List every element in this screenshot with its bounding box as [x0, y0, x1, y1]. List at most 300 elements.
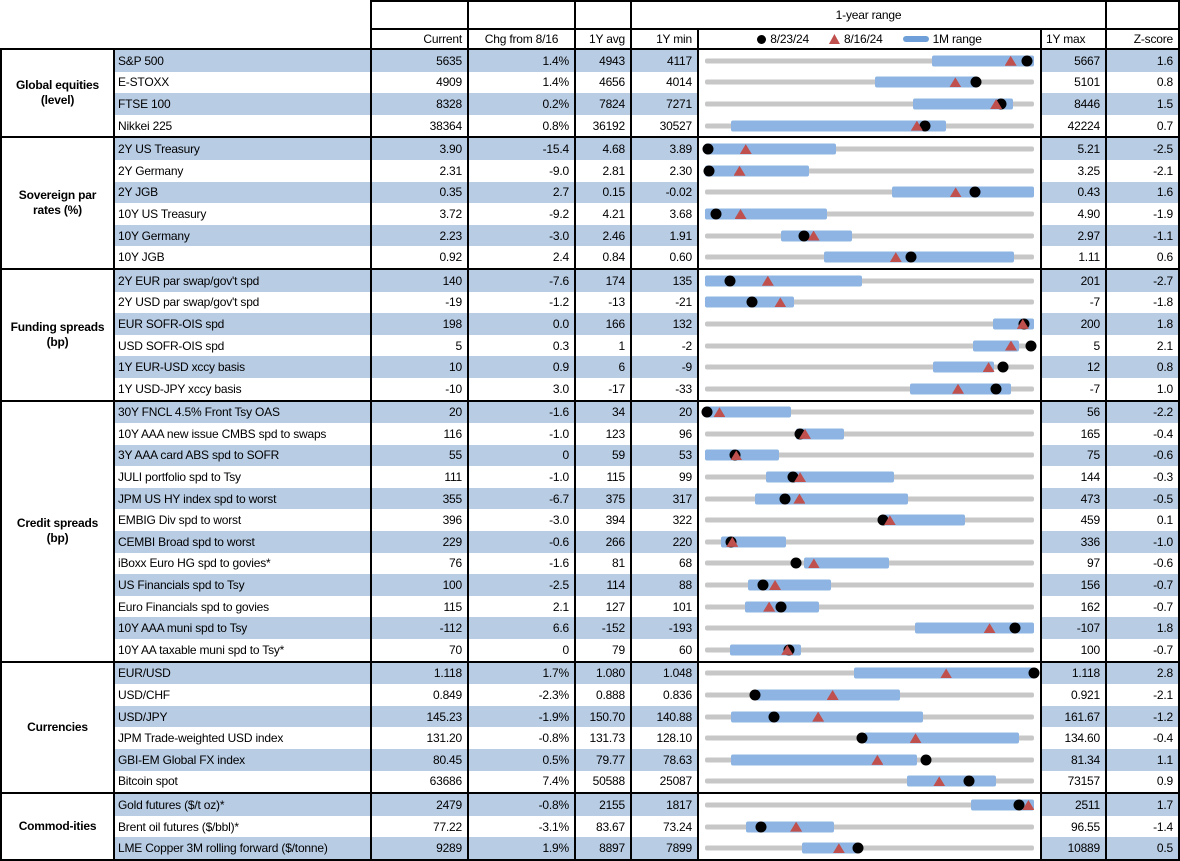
z-score-value: -1.8	[1105, 292, 1178, 314]
legend-range-bar-icon	[903, 36, 929, 42]
1y-min-value: 128.10	[630, 727, 697, 749]
range-chart	[697, 50, 1040, 72]
current-dot-marker	[799, 230, 810, 241]
1y-max-value: 5101	[1040, 72, 1105, 94]
1m-range-bar	[755, 493, 909, 504]
row-label: JPM US HY index spd to worst	[115, 488, 370, 510]
1y-avg-value: 131.73	[574, 727, 630, 749]
1y-max-value: 200	[1040, 313, 1105, 335]
1y-min-value: 3.68	[630, 203, 697, 225]
range-chart-inner	[705, 706, 1034, 728]
1y-max-value: 1.118	[1040, 663, 1105, 685]
1y-max-value: 5667	[1040, 50, 1105, 72]
row-label: 2Y USD par swap/gov't spd	[115, 292, 370, 314]
range-chart-inner	[705, 356, 1034, 378]
chg-value: 0.8%	[467, 115, 574, 137]
1y-avg-value: 79	[574, 639, 630, 661]
range-chart-inner	[705, 203, 1034, 225]
current-value: 111	[370, 466, 467, 488]
z-score-value: 1.8	[1105, 313, 1178, 335]
table-row	[115, 574, 1178, 596]
1y-min-value: 73.24	[630, 816, 697, 838]
row-label: 2Y US Treasury	[115, 138, 370, 160]
1y-max-value: 2511	[1040, 794, 1105, 816]
table-row	[115, 816, 1178, 838]
1y-max-value: 459	[1040, 509, 1105, 531]
z-score-value: -2.1	[1105, 684, 1178, 706]
1y-avg-value: 36192	[574, 115, 630, 137]
1y-avg-value: 394	[574, 509, 630, 531]
1y-max-value: 96.55	[1040, 816, 1105, 838]
range-chart	[697, 378, 1040, 400]
table-row	[115, 509, 1178, 531]
current-dot-marker	[768, 711, 779, 722]
chg-value: -0.8%	[467, 794, 574, 816]
1y-avg-value: 0.15	[574, 182, 630, 204]
range-chart-inner	[705, 771, 1034, 793]
chg-value: 0.0	[467, 313, 574, 335]
current-dot-marker	[1009, 623, 1020, 634]
table-row	[115, 531, 1178, 553]
1y-min-value: 68	[630, 553, 697, 575]
z-score-value: -0.7	[1105, 574, 1178, 596]
1y-max-value: 165	[1040, 423, 1105, 445]
range-chart	[697, 93, 1040, 115]
1y-avg-value: 115	[574, 466, 630, 488]
row-label: US Financials spd to Tsy	[115, 574, 370, 596]
1y-max-value: 42224	[1040, 115, 1105, 137]
section-rows	[115, 402, 1178, 661]
row-label: USD/JPY	[115, 706, 370, 728]
z-score-value: 2.8	[1105, 663, 1178, 685]
1y-min-value: 7899	[630, 837, 697, 859]
z-score-value: -0.3	[1105, 466, 1178, 488]
row-label: GBI-EM Global FX index	[115, 749, 370, 771]
z-score-value: -1.1	[1105, 225, 1178, 247]
1y-min-value: 101	[630, 596, 697, 618]
range-chart-inner	[705, 138, 1034, 160]
row-label: 2Y JGB	[115, 182, 370, 204]
range-chart-inner	[705, 225, 1034, 247]
1y-max-value: 81.34	[1040, 749, 1105, 771]
range-track	[705, 431, 1034, 436]
1m-range-bar	[875, 77, 977, 88]
table-row	[115, 596, 1178, 618]
1y-avg-value: 123	[574, 423, 630, 445]
range-chart-inner	[705, 335, 1034, 357]
current-value: 355	[370, 488, 467, 510]
current-value: 140	[370, 270, 467, 292]
group-label: Credit spreads (bp)	[2, 402, 115, 661]
current-value: 198	[370, 313, 467, 335]
z-score-value: -2.2	[1105, 402, 1178, 424]
chg-value: 2.4	[467, 246, 574, 268]
chg-value: 1.4%	[467, 50, 574, 72]
current-value: 38364	[370, 115, 467, 137]
1y-avg-value: 83.67	[574, 816, 630, 838]
current-dot-marker	[921, 754, 932, 765]
row-label: 10Y JGB	[115, 246, 370, 268]
range-chart	[697, 292, 1040, 314]
range-chart-inner	[705, 313, 1034, 335]
range-title: 1-year range	[630, 0, 1105, 28]
1m-range-bar	[731, 754, 916, 765]
z-score-value: 1.6	[1105, 50, 1178, 72]
range-chart	[697, 402, 1040, 424]
table-row	[115, 663, 1178, 685]
z-score-value: 0.8	[1105, 72, 1178, 94]
1y-max-value: 100	[1040, 639, 1105, 661]
row-label: JULI portfolio spd to Tsy	[115, 466, 370, 488]
range-chart	[697, 246, 1040, 268]
range-chart	[697, 574, 1040, 596]
current-dot-marker	[756, 821, 767, 832]
row-label: E-STOXX	[115, 72, 370, 94]
current-dot-marker	[1029, 668, 1040, 679]
row-label: 30Y FNCL 4.5% Front Tsy OAS	[115, 402, 370, 424]
current-dot-marker	[790, 558, 801, 569]
range-chart-inner	[705, 292, 1034, 314]
1y-min-value: 60	[630, 639, 697, 661]
range-chart	[697, 488, 1040, 510]
chg-value: -9.2	[467, 203, 574, 225]
range-chart	[697, 596, 1040, 618]
row-label: Euro Financials spd to govies	[115, 596, 370, 618]
current-value: 100	[370, 574, 467, 596]
row-label: 3Y AAA card ABS spd to SOFR	[115, 445, 370, 467]
current-value: 4909	[370, 72, 467, 94]
1y-min-value: 220	[630, 531, 697, 553]
chg-value: -2.3%	[467, 684, 574, 706]
range-chart-inner	[705, 749, 1034, 771]
current-value: 396	[370, 509, 467, 531]
row-label: CEMBI Broad spd to worst	[115, 531, 370, 553]
header-blank-zscore	[1105, 0, 1180, 28]
1y-min-value: 135	[630, 270, 697, 292]
col-header-1y-avg: 1Y avg	[574, 28, 630, 48]
current-value: -19	[370, 292, 467, 314]
1y-min-value: -33	[630, 378, 697, 400]
row-label: 10Y AA taxable muni spd to Tsy*	[115, 639, 370, 661]
1y-avg-value: 166	[574, 313, 630, 335]
table-row	[115, 335, 1178, 357]
section	[2, 50, 1178, 136]
range-chart-inner	[705, 50, 1034, 72]
range-chart-inner	[705, 553, 1034, 575]
row-label: 2Y Germany	[115, 160, 370, 182]
section-rows	[115, 138, 1178, 268]
1y-max-value: 73157	[1040, 771, 1105, 793]
table-row	[115, 225, 1178, 247]
chg-value: -1.0	[467, 466, 574, 488]
legend-triangle-label: 8/16/24	[843, 32, 883, 46]
1y-avg-value: 4.68	[574, 138, 630, 160]
1y-avg-value: 2155	[574, 794, 630, 816]
1y-max-value: -7	[1040, 292, 1105, 314]
1y-avg-value: 127	[574, 596, 630, 618]
current-value: 1.118	[370, 663, 467, 685]
range-chart	[697, 663, 1040, 685]
chg-value: -0.8%	[467, 727, 574, 749]
chg-value: 2.1	[467, 596, 574, 618]
current-value: 76	[370, 553, 467, 575]
z-score-value: 1.0	[1105, 378, 1178, 400]
table-row	[115, 182, 1178, 204]
current-value: 70	[370, 639, 467, 661]
1y-avg-value: 4.21	[574, 203, 630, 225]
z-score-value: 0.8	[1105, 356, 1178, 378]
header-blank-avg	[574, 0, 630, 28]
1y-max-value: -7	[1040, 378, 1105, 400]
current-dot-marker	[702, 144, 713, 155]
row-label: EMBIG Div spd to worst	[115, 509, 370, 531]
row-label: 10Y Germany	[115, 225, 370, 247]
z-score-value: -0.5	[1105, 488, 1178, 510]
1y-avg-value: 81	[574, 553, 630, 575]
range-chart	[697, 423, 1040, 445]
range-chart-inner	[705, 509, 1034, 531]
section-rows	[115, 270, 1178, 400]
current-dot-marker	[906, 252, 917, 263]
range-chart	[697, 794, 1040, 816]
table-row	[115, 356, 1178, 378]
current-value: 63686	[370, 771, 467, 793]
chart-legend	[697, 28, 1040, 48]
range-chart-inner	[705, 270, 1034, 292]
1m-range-bar	[705, 450, 779, 461]
chg-value: 1.4%	[467, 72, 574, 94]
1y-min-value: -21	[630, 292, 697, 314]
1y-avg-value: 1.080	[574, 663, 630, 685]
table-row	[115, 423, 1178, 445]
1y-min-value: 25087	[630, 771, 697, 793]
1y-max-value: 12	[1040, 356, 1105, 378]
1m-range-bar	[802, 843, 858, 854]
z-score-value: 1.6	[1105, 182, 1178, 204]
group-label: Sovereign par rates (%)	[2, 138, 115, 268]
current-value: 5635	[370, 50, 467, 72]
1y-avg-value: 2.46	[574, 225, 630, 247]
z-score-value: 1.7	[1105, 794, 1178, 816]
1y-avg-value: 0.84	[574, 246, 630, 268]
current-dot-marker	[997, 362, 1008, 373]
current-dot-marker	[964, 776, 975, 787]
range-chart-inner	[705, 72, 1034, 94]
current-value: 0.35	[370, 182, 467, 204]
legend-range-bar-label: 1M range	[932, 32, 982, 46]
1y-min-value: 1.91	[630, 225, 697, 247]
1m-range-bar	[932, 55, 1034, 66]
chg-value: 7.4%	[467, 771, 574, 793]
1y-min-value: -9	[630, 356, 697, 378]
current-value: 9289	[370, 837, 467, 859]
current-dot-marker	[1022, 55, 1033, 66]
range-track	[705, 80, 1034, 85]
1y-max-value: 336	[1040, 531, 1105, 553]
range-chart-inner	[705, 574, 1034, 596]
range-chart-inner	[705, 378, 1034, 400]
z-score-value: -0.7	[1105, 596, 1178, 618]
1y-max-value: 97	[1040, 553, 1105, 575]
range-track	[705, 233, 1034, 238]
z-score-value: 1.5	[1105, 93, 1178, 115]
1y-min-value: 20	[630, 402, 697, 424]
current-dot-marker	[780, 493, 791, 504]
1y-min-value: 4117	[630, 50, 697, 72]
1y-avg-value: -152	[574, 617, 630, 639]
1y-max-value: 2.97	[1040, 225, 1105, 247]
1y-min-value: 53	[630, 445, 697, 467]
range-track	[705, 321, 1034, 326]
range-track	[705, 846, 1034, 851]
1y-max-value: 4.90	[1040, 203, 1105, 225]
current-value: 2.23	[370, 225, 467, 247]
group-label: Currencies	[2, 663, 115, 793]
chg-value: -0.6	[467, 531, 574, 553]
current-dot-marker	[710, 208, 721, 219]
current-value: 8328	[370, 93, 467, 115]
row-label: Gold futures ($/t oz)*	[115, 794, 370, 816]
row-label: JPM Trade-weighted USD index	[115, 727, 370, 749]
1y-min-value: 78.63	[630, 749, 697, 771]
current-value: 5	[370, 335, 467, 357]
range-chart	[697, 270, 1040, 292]
z-score-value: -0.7	[1105, 639, 1178, 661]
table-row	[115, 246, 1178, 268]
chg-value: -3.0	[467, 509, 574, 531]
1y-max-value: -107	[1040, 617, 1105, 639]
row-label: 1Y USD-JPY xccy basis	[115, 378, 370, 400]
chg-value: -1.0	[467, 423, 574, 445]
1y-max-value: 0.921	[1040, 684, 1105, 706]
range-chart-inner	[705, 531, 1034, 553]
1y-max-value: 5	[1040, 335, 1105, 357]
table-row	[115, 794, 1178, 816]
row-label: iBoxx Euro HG spd to govies*	[115, 553, 370, 575]
table-row	[115, 639, 1178, 661]
current-dot-marker	[750, 690, 761, 701]
z-score-value: -2.5	[1105, 138, 1178, 160]
range-chart-inner	[705, 402, 1034, 424]
chg-value: -9.0	[467, 160, 574, 182]
z-score-value: 1.8	[1105, 617, 1178, 639]
table-row	[115, 837, 1178, 859]
z-score-value: -0.6	[1105, 553, 1178, 575]
current-value: 3.72	[370, 203, 467, 225]
z-score-value: -0.4	[1105, 423, 1178, 445]
z-score-value: -1.4	[1105, 816, 1178, 838]
col-header-z-score: Z-score	[1105, 28, 1180, 48]
current-value: 0.92	[370, 246, 467, 268]
range-chart-inner	[705, 488, 1034, 510]
row-label: EUR/USD	[115, 663, 370, 685]
z-score-value: 0.7	[1105, 115, 1178, 137]
1y-avg-value: 266	[574, 531, 630, 553]
current-dot-marker	[852, 843, 863, 854]
group-label: Global equities (level)	[2, 50, 115, 136]
range-chart-inner	[705, 445, 1034, 467]
1y-max-value: 5.21	[1040, 138, 1105, 160]
chg-value: 1.7%	[467, 663, 574, 685]
1m-range-bar	[864, 733, 1020, 744]
table-row	[115, 93, 1178, 115]
1m-range-bar	[705, 144, 836, 155]
range-chart-inner	[705, 160, 1034, 182]
current-value: 145.23	[370, 706, 467, 728]
chg-value: 3.0	[467, 378, 574, 400]
1y-min-value: -0.02	[630, 182, 697, 204]
current-value: 229	[370, 531, 467, 553]
range-chart-inner	[705, 596, 1034, 618]
1y-avg-value: 6	[574, 356, 630, 378]
current-value: 0.849	[370, 684, 467, 706]
1y-avg-value: 0.888	[574, 684, 630, 706]
table-row	[115, 313, 1178, 335]
legend-dot-icon	[757, 35, 766, 44]
group-label: Commod-ities	[2, 794, 115, 859]
section-rows	[115, 794, 1178, 859]
chg-value: 2.7	[467, 182, 574, 204]
col-header-chg: Chg from 8/16	[467, 28, 574, 48]
row-label: 10Y US Treasury	[115, 203, 370, 225]
chg-value: -1.6	[467, 553, 574, 575]
section	[2, 136, 1178, 268]
1y-min-value: 317	[630, 488, 697, 510]
1y-min-value: 3.89	[630, 138, 697, 160]
1y-avg-value: 50588	[574, 771, 630, 793]
table-row	[115, 553, 1178, 575]
row-label: 1Y EUR-USD xccy basis	[115, 356, 370, 378]
table-row	[115, 749, 1178, 771]
z-score-value: -2.1	[1105, 160, 1178, 182]
section	[2, 400, 1178, 661]
1y-min-value: 96	[630, 423, 697, 445]
z-score-value: -1.2	[1105, 706, 1178, 728]
1y-avg-value: 114	[574, 574, 630, 596]
chg-value: -3.0	[467, 225, 574, 247]
section	[2, 268, 1178, 400]
current-dot-marker	[1025, 340, 1036, 351]
1y-max-value: 473	[1040, 488, 1105, 510]
range-chart-inner	[705, 816, 1034, 838]
1y-min-value: 99	[630, 466, 697, 488]
current-dot-marker	[970, 77, 981, 88]
chg-value: 0.5%	[467, 749, 574, 771]
1y-max-value: 75	[1040, 445, 1105, 467]
row-label: USD SOFR-OIS spd	[115, 335, 370, 357]
table-row	[115, 115, 1178, 137]
chg-value: -7.6	[467, 270, 574, 292]
range-chart-inner	[705, 182, 1034, 204]
1y-min-value: -2	[630, 335, 697, 357]
current-dot-marker	[1013, 800, 1024, 811]
1y-max-value: 3.25	[1040, 160, 1105, 182]
chg-value: -2.5	[467, 574, 574, 596]
legend-triangle-icon	[829, 34, 840, 44]
chg-value: 0	[467, 639, 574, 661]
range-chart-inner	[705, 639, 1034, 661]
chg-value: 0.9	[467, 356, 574, 378]
table-row	[115, 445, 1178, 467]
row-label: USD/CHF	[115, 684, 370, 706]
current-value: 2479	[370, 794, 467, 816]
range-chart	[697, 771, 1040, 793]
section	[2, 792, 1178, 859]
1y-min-value: 0.60	[630, 246, 697, 268]
chg-value: 6.6	[467, 617, 574, 639]
chg-value: 0.2%	[467, 93, 574, 115]
range-chart	[697, 816, 1040, 838]
